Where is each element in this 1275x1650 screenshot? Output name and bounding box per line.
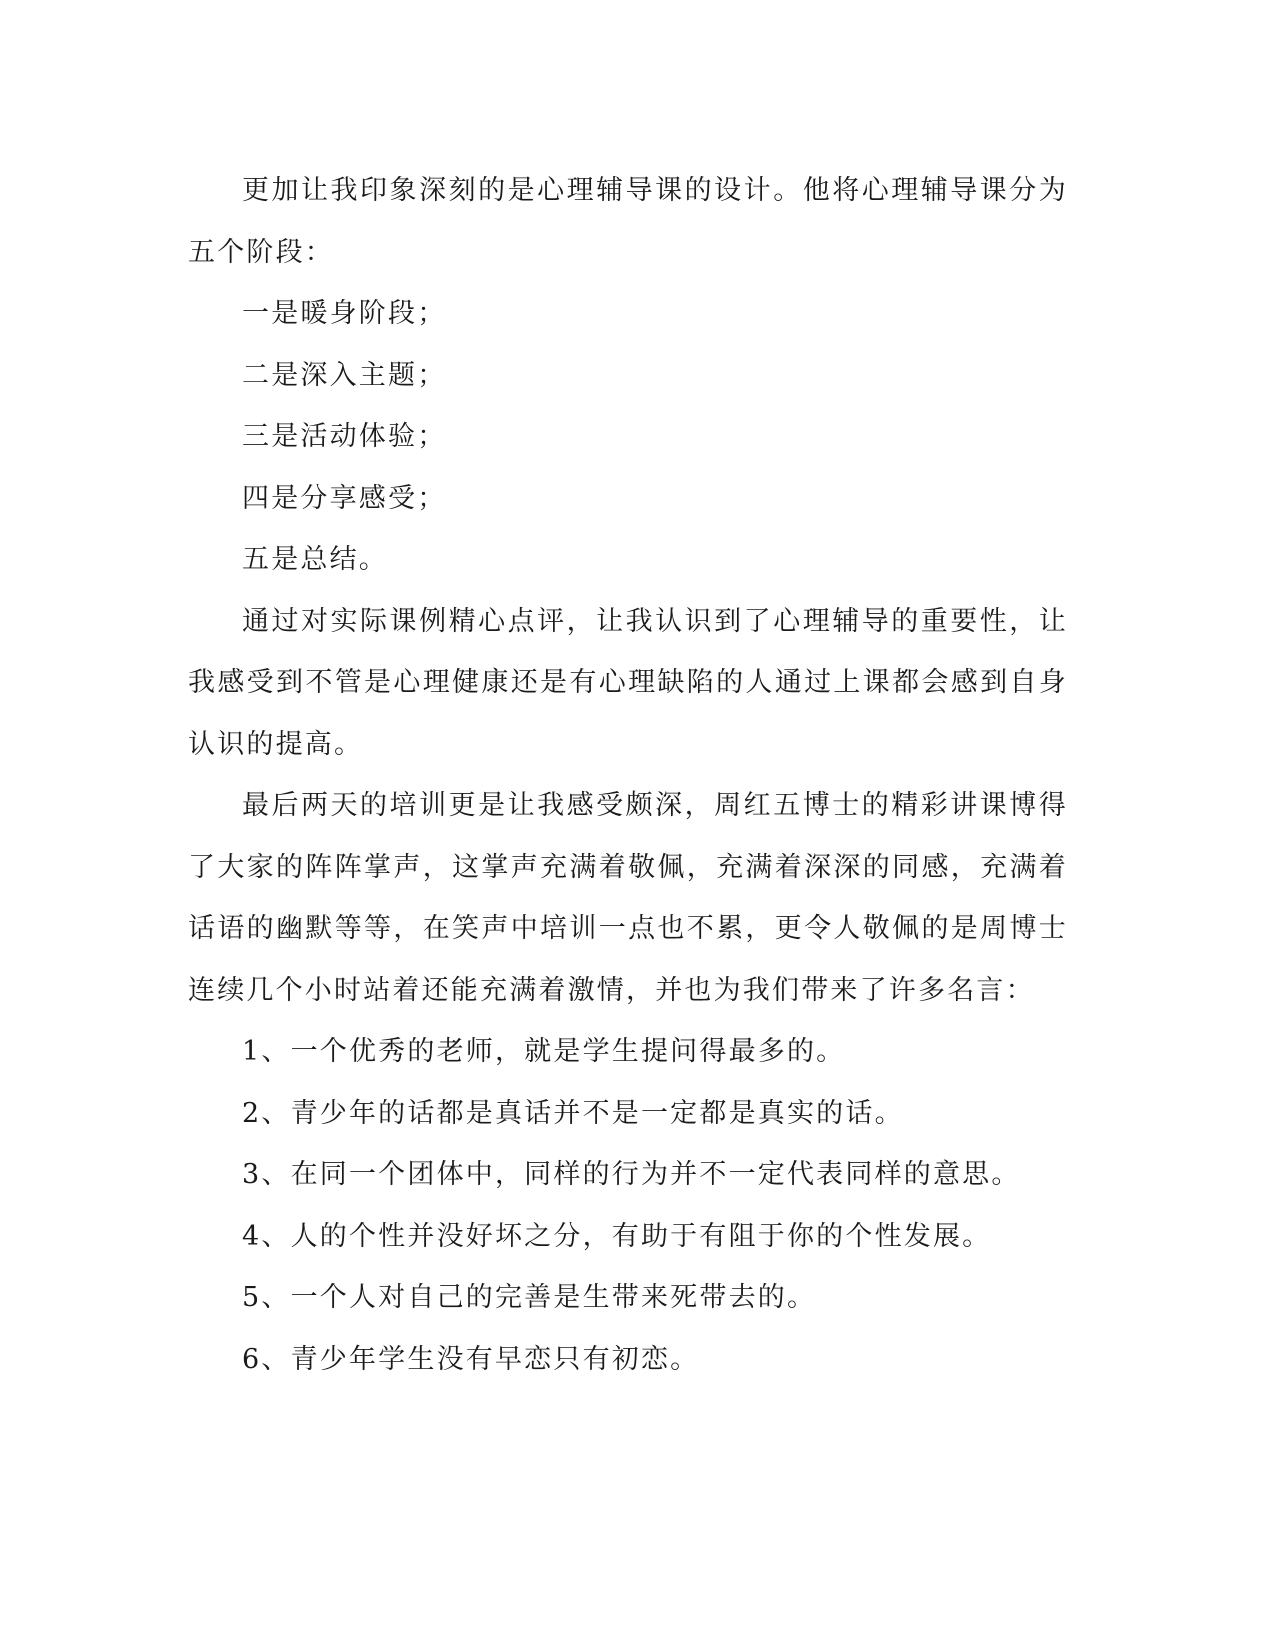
stage-item-1: 一是暖身阶段； [242, 298, 447, 329]
quote-item-2: 2、青少年的话都是真话并不是一定都是真实的话。 [242, 1097, 904, 1129]
quote-item-3: 3、在同一个团体中，同样的行为并不一定代表同样的意思。 [242, 1159, 1021, 1190]
paragraph-course-design: 更加让我印象深刻的是心理辅导课的设计。他将心理辅导课分为五个阶段： [188, 175, 1068, 268]
quote-item-1: 1、一个优秀的老师，就是学生提问得最多的。 [242, 1036, 846, 1067]
quote-item-4: 4、人的个性并没好坏之分，有助于有阻于你的个性发展。 [242, 1220, 992, 1252]
stage-item-4: 四是分享感受； [242, 482, 447, 514]
stage-item-2: 二是深入主题； [242, 359, 447, 391]
paragraph-final-training: 最后两天的培训更是让我感受颇深，周红五博士的精彩讲课博得了大家的阵阵掌声，这掌声充满着敬佩，充满着深深的同感，充满着话语的幽默等等，在笑声中培训一点也不累，更令人敬佩的是周博士连续几个小时站着还能充满着激情，并也为我们带来了许多名言： [188, 790, 1068, 1006]
document-body [188, 160, 1068, 1390]
paragraph-course-review: 通过对实际课例精心点评，让我认识到了心理辅导的重要性，让我感受到不管是心理健康还是有心理缺陷的人通过上课都会感到自身认识的提高。 [188, 605, 1068, 760]
stage-item-5: 五是总结。 [242, 544, 388, 575]
stage-item-3: 三是活动体验； [242, 421, 447, 452]
quote-item-5: 5、一个人对自己的完善是生带来死带去的。 [242, 1282, 817, 1313]
quote-item-6: 6、青少年学生没有早恋只有初恋。 [242, 1343, 700, 1375]
